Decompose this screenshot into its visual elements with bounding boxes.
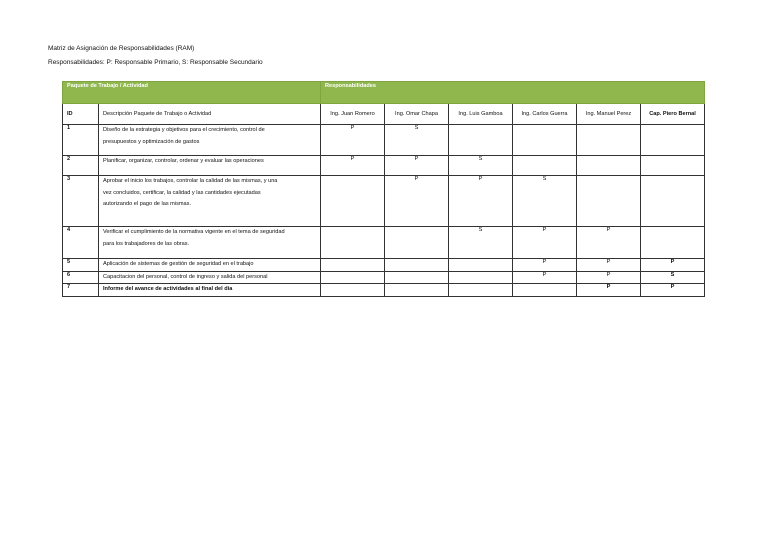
responsibility-cell [641, 125, 705, 156]
responsibility-cell: P [321, 156, 385, 176]
column-header-row [63, 104, 705, 125]
responsibility-cell [321, 284, 385, 297]
responsibility-cell [513, 284, 577, 297]
responsibility-cell [577, 156, 641, 176]
row-id: 6 [63, 271, 99, 284]
responsibility-cell: P [577, 259, 641, 272]
responsibility-cell [321, 259, 385, 272]
table-row [63, 125, 705, 156]
responsibility-cell: S [449, 156, 513, 176]
responsibility-cell [577, 125, 641, 156]
row-id: 5 [63, 259, 99, 272]
responsibility-cell: P [577, 227, 641, 259]
table-row [63, 271, 705, 284]
row-description: Diseño de la estrategia y objetivos para el crecimiento, control de presupuestos y optimización de gastos [99, 125, 321, 156]
responsibility-cell [321, 227, 385, 259]
row-description: Aprobar el inicio los trabajos, controlar la calidad de las mismas, y una vez concluidos, certificar, la calidad y las cantidades ejecutadas autorizando el pago de las mismas. [99, 176, 321, 227]
responsibility-legend: Responsabilidades: P: Responsable Primario, S: Responsable Secundario [48, 59, 263, 66]
column-header-person: Ing. Carlos Guerra [513, 104, 577, 125]
table-row [63, 227, 705, 259]
column-header-person: Ing. Juan Romero [321, 104, 385, 125]
responsibility-cell [385, 259, 449, 272]
responsibility-cell [641, 156, 705, 176]
group-header-row [63, 82, 705, 104]
responsibility-cell: S [449, 227, 513, 259]
responsibility-cell [385, 227, 449, 259]
responsibility-cell: P [513, 227, 577, 259]
table-row [63, 259, 705, 272]
column-header-person: Ing. Omar Chapa [385, 104, 449, 125]
document-title: Matriz de Asignación de Responsabilidades (RAM) [48, 45, 195, 52]
responsibility-cell [513, 156, 577, 176]
row-id: 7 [63, 284, 99, 297]
responsibility-cell [449, 271, 513, 284]
column-header-person: Ing. Manuel Perez [577, 104, 641, 125]
responsibility-cell: P [385, 176, 449, 227]
responsibility-cell: P [385, 156, 449, 176]
row-id: 4 [63, 227, 99, 259]
responsibility-cell: S [513, 176, 577, 227]
responsibility-cell [449, 125, 513, 156]
responsibility-cell: P [641, 284, 705, 297]
responsibility-cell: P [577, 284, 641, 297]
row-description: Verificar el cumplimiento de la normativa vigente en el tema de seguridad para los trabajadores de las obras. [99, 227, 321, 259]
responsibility-cell: S [385, 125, 449, 156]
table-row [63, 284, 705, 297]
responsibility-cell: P [577, 271, 641, 284]
responsibility-cell [449, 259, 513, 272]
column-header-person: Ing. Luis Gamboa [449, 104, 513, 125]
responsibility-cell: P [513, 271, 577, 284]
responsibility-cell [449, 284, 513, 297]
group-header-activity: Paquete de Trabajo / Actividad [63, 82, 321, 104]
responsibility-cell: S [641, 271, 705, 284]
responsibility-cell: P [513, 259, 577, 272]
column-header-person: Cap. Piero Bernal [641, 104, 705, 125]
row-id: 1 [63, 125, 99, 156]
responsibility-cell [321, 271, 385, 284]
table-row [63, 156, 705, 176]
responsibility-cell [641, 176, 705, 227]
column-header-description: Descripción Paquete de Trabajo o Actividad [99, 104, 321, 125]
responsibility-cell [385, 284, 449, 297]
row-description: Aplicación de sistemas de gestión de seguridad en el trabajo [99, 259, 321, 272]
row-id: 3 [63, 176, 99, 227]
table-row [63, 176, 705, 227]
responsibility-cell [641, 227, 705, 259]
responsibility-cell: P [449, 176, 513, 227]
row-description: Informe del avance de actividades al final del dia [99, 284, 321, 297]
responsibility-cell: P [321, 125, 385, 156]
responsibility-cell [321, 176, 385, 227]
row-description: Capacitacion del personal, control de ingreso y salida del personal [99, 271, 321, 284]
row-id: 2 [63, 156, 99, 176]
responsibility-cell [577, 176, 641, 227]
responsibility-cell [385, 271, 449, 284]
column-header-id: ID [63, 104, 99, 125]
group-header-responsibilities: Responsabilidades [321, 82, 705, 104]
ram-table [62, 81, 705, 297]
responsibility-cell [513, 125, 577, 156]
responsibility-cell: P [641, 259, 705, 272]
row-description: Planificar, organizar, controlar, ordenar y evaluar las operaciones [99, 156, 321, 176]
